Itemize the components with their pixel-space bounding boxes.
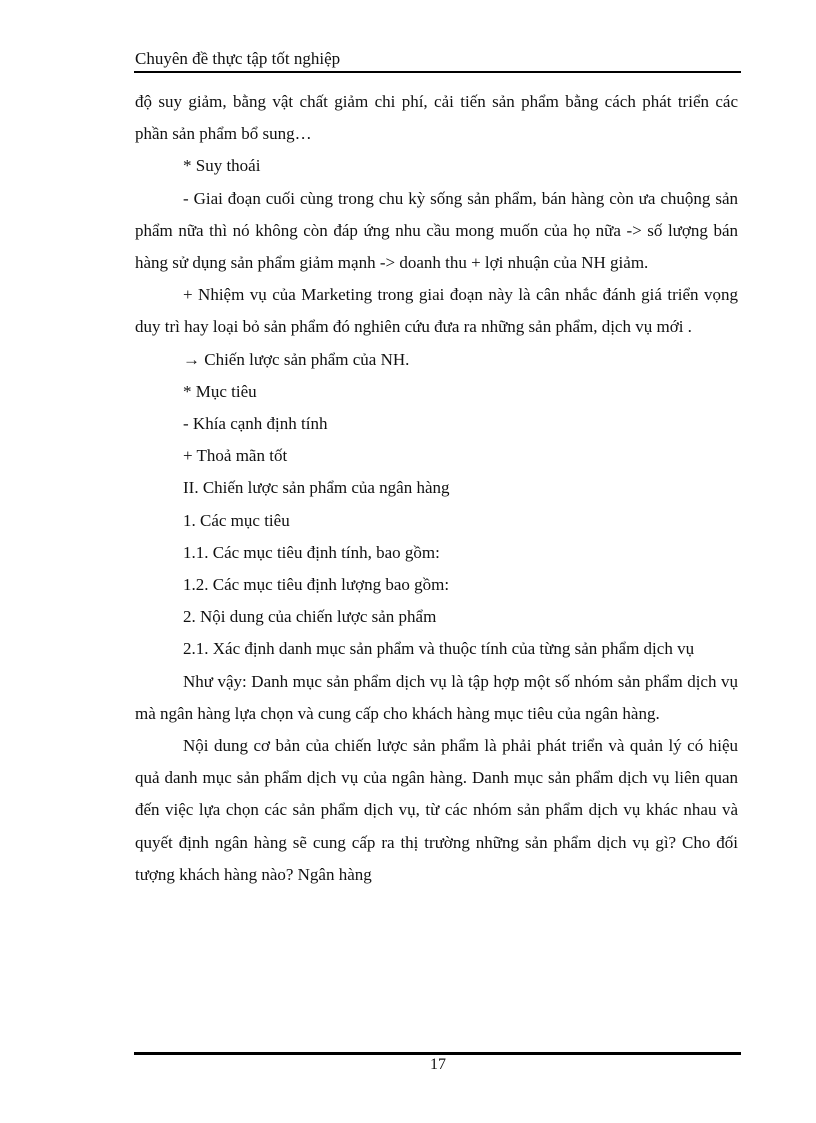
page-number: 17: [430, 1056, 446, 1073]
line-satisfy-well: + Thoả mãn tốt: [183, 446, 288, 466]
running-header-title: Chuyên đề thực tập tốt nghiệp: [135, 49, 341, 68]
page-body: [135, 86, 738, 891]
paragraph-portfolio-definition: Như vậy: Danh mục sản phẩm dịch vụ là tập hợp một số nhóm sản phẩm dịch vụ mà ngân hàng lựa chọn và cung cấp cho khách hàng mục tiêu của ngân hàng.: [135, 671, 738, 723]
subsection-heading-quantitative-objectives: 1.2. Các mục tiêu định lượng bao gồm:: [183, 575, 450, 595]
subsection-heading-strategy-content: 2. Nội dung của chiến lược sản phẩm: [183, 607, 437, 627]
paragraph-strategy-core-content: Nội dung cơ bản của chiến lược sản phẩm là phải phát triển và quản lý có hiệu quả danh mục sản phẩm dịch vụ của ngân hàng. Danh mục sản phẩm dịch vụ liên quan đến việc lựa chọn các sản phẩm dịch vụ, từ các nhóm sản phẩm dịch vụ khác nhau và quyết định ngân hàng sẽ cung cấp ra thị trường những sản phẩm dịch vụ gì? Cho đối tượng khách hàng nào? Ngân hàng: [135, 736, 738, 884]
subsection-heading-qualitative-objectives: 1.1. Các mục tiêu định tính, bao gồm:: [183, 542, 440, 562]
subsection-heading-product-portfolio: 2.1. Xác định danh mục sản phẩm và thuộc tính của từng sản phẩm dịch vụ: [183, 639, 695, 659]
section-heading-bank-product-strategy: II. Chiến lược sản phẩm của ngân hàng: [183, 478, 450, 498]
paragraph-decline-stage: - Giai đoạn cuối cùng trong chu kỳ sống sản phẩm, bán hàng còn ưa chuộng sản phẩm nữa thì nó không còn đáp ứng nhu cầu mong muốn của họ nữa -> số lượng bán hàng sử dụng sản phẩm giảm mạnh -> doanh thu + lợi nhuận của NH giảm.: [135, 188, 738, 273]
subsection-heading-objectives: 1. Các mục tiêu: [183, 510, 290, 530]
paragraph-continuation: độ suy giảm, bằng vật chất giảm chi phí, cải tiến sản phẩm bằng cách phát triển các phần sản phẩm bổ sung…: [135, 92, 738, 144]
heading-objectives: * Mục tiêu: [183, 381, 257, 401]
line-qualitative-aspect: - Khía cạnh định tính: [183, 414, 328, 434]
paragraph-marketing-task: + Nhiệm vụ của Marketing trong giai đoạn này là cân nhắc đánh giá triển vọng duy trì hay loại bỏ sản phẩm đó nghiên cứu đưa ra những sản phẩm, dịch vụ mới .: [135, 285, 738, 337]
line-product-strategy: → Chiến lược sản phẩm của NH.: [183, 349, 410, 369]
header-divider: [134, 71, 741, 73]
heading-decline: * Suy thoái: [183, 156, 261, 176]
